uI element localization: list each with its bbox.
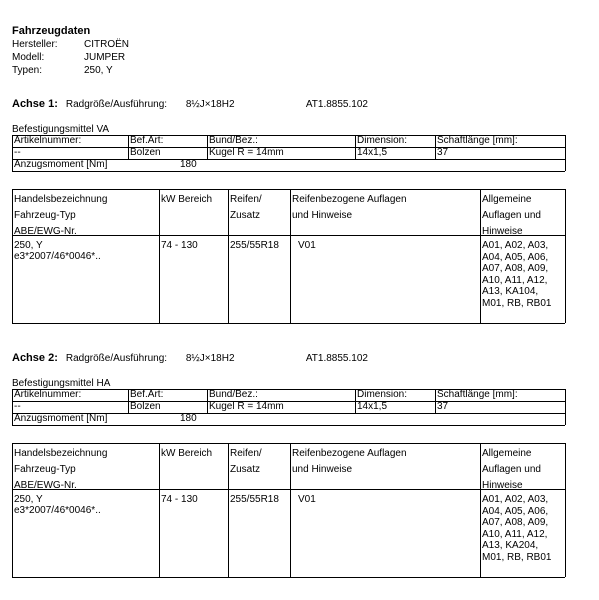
usage-table-hline: [12, 443, 565, 444]
fastening-label: Befestigungsmittel VA: [12, 124, 110, 135]
usage-value-cell: V01: [298, 494, 316, 505]
fastening-table-vline: [435, 135, 436, 159]
axle-label: Achse 1:: [12, 98, 58, 110]
torque-row-vline: [565, 159, 566, 171]
fastening-table-hline: [12, 171, 565, 172]
fastening-header-cell: Schaftlänge [mm]:: [437, 389, 518, 400]
usage-table-vline: [159, 443, 160, 577]
usage-table-vline: [565, 443, 566, 577]
fastening-table-vline: [435, 389, 436, 413]
fastening-table-vline: [565, 389, 566, 413]
wheel-size-value: 8½J×18H2: [185, 353, 235, 364]
fastening-value-cell: --: [14, 147, 21, 158]
usage-value-cell: 74 - 130: [161, 240, 198, 251]
manufacturer-value: CITROËN: [84, 39, 129, 50]
wheel-size-label: Radgröße/Ausführung:: [65, 99, 168, 110]
usage-table-vline: [290, 189, 291, 323]
torque-value: 180: [180, 159, 197, 170]
torque-row-vline: [12, 159, 13, 171]
torque-label: Anzugsmoment [Nm]: [14, 413, 108, 424]
usage-table-vline: [480, 443, 481, 577]
model-row: [12, 52, 125, 63]
usage-header-cell: Reifenbezogene Auflagen und Hinweise: [292, 194, 407, 221]
fastening-table-vline: [565, 135, 566, 159]
usage-table-vline: [565, 189, 566, 323]
wheel-size-value: 8½J×18H2: [185, 99, 235, 110]
usage-table-vline: [159, 189, 160, 323]
usage-header-cell: Handelsbezeichnung Fahrzeug-Typ ABE/EWG-Nr.: [14, 194, 108, 237]
fastening-header-cell: Schaftlänge [mm]:: [437, 135, 518, 146]
fastening-header-cell: Dimension:: [357, 135, 408, 146]
fastening-value-cell: 14x1,5: [357, 147, 388, 158]
fastening-header-cell: Artikelnummer:: [14, 389, 82, 400]
fastening-header-cell: Bef.Art:: [130, 135, 164, 146]
types-key: Typen:: [12, 65, 43, 76]
fastening-value-cell: 37: [437, 401, 449, 412]
approval-code: AT1.8855.102: [305, 353, 368, 364]
fastening-value-cell: --: [14, 401, 21, 412]
fastening-table-vline: [128, 389, 129, 413]
fastening-table-vline: [12, 389, 13, 413]
types-row: [12, 65, 113, 76]
fastening-label: Befestigungsmittel HA: [12, 378, 111, 389]
fastening-table-hline: [12, 147, 565, 148]
fastening-table-vline: [12, 135, 13, 159]
fastening-table-vline: [355, 389, 356, 413]
axle-label: Achse 2:: [12, 352, 58, 364]
model-value: JUMPER: [84, 52, 126, 63]
usage-header-cell: Reifen/ Zusatz: [230, 448, 262, 475]
axle-header: [12, 352, 368, 364]
usage-table-vline: [290, 443, 291, 577]
usage-value-cell: 255/55R18: [230, 240, 279, 251]
usage-header-cell: Allgemeine Auflagen und Hinweise: [482, 448, 541, 491]
usage-table-vline: [12, 189, 13, 323]
fastening-header-cell: Bund/Bez.:: [209, 389, 258, 400]
torque-row-vline: [565, 413, 566, 425]
fastening-header-cell: Dimension:: [357, 389, 408, 400]
usage-value-cell: 74 - 130: [161, 494, 198, 505]
fastening-table-hline: [12, 401, 565, 402]
usage-value-cell: A01, A02, A03, A04, A05, A06, A07, A08, A09, A10, A11, A12, A13, KA104, M01, RB, RB01: [482, 240, 552, 309]
fastening-value-cell: Bolzen: [130, 401, 161, 412]
fastening-header-cell: Artikelnummer:: [14, 135, 82, 146]
usage-header-cell: Allgemeine Auflagen und Hinweise: [482, 194, 541, 237]
usage-value-cell: A01, A02, A03, A04, A05, A06, A07, A08, A09, A10, A11, A12, A13, KA204, M01, RB, RB01: [482, 494, 552, 563]
manufacturer-row: [12, 39, 129, 50]
usage-value-cell: 255/55R18: [230, 494, 279, 505]
model-key: Modell:: [12, 52, 45, 63]
torque-label: Anzugsmoment [Nm]: [14, 159, 108, 170]
fastening-header-cell: Bef.Art:: [130, 389, 164, 400]
wheel-size-label: Radgröße/Ausführung:: [65, 353, 168, 364]
fastening-value-cell: 37: [437, 147, 449, 158]
usage-header-cell: kW Bereich: [161, 194, 213, 205]
usage-header-cell: Reifen/ Zusatz: [230, 194, 262, 221]
fastening-table-hline: [12, 425, 565, 426]
torque-row-vline: [12, 413, 13, 425]
vehicle-data-title: Fahrzeugdaten: [12, 25, 91, 37]
manufacturer-key: Hersteller:: [12, 39, 58, 50]
usage-value-cell: 250, Y e3*2007/46*0046*..: [14, 494, 101, 516]
fastening-table-vline: [207, 389, 208, 413]
fastening-value-cell: Kugel R = 14mm: [209, 147, 284, 158]
usage-table-vline: [12, 443, 13, 577]
fastening-value-cell: Bolzen: [130, 147, 161, 158]
types-value: 250, Y: [84, 65, 113, 76]
usage-header-cell: Handelsbezeichnung Fahrzeug-Typ ABE/EWG-Nr.: [14, 448, 108, 491]
usage-table-vline: [228, 189, 229, 323]
usage-table-vline: [228, 443, 229, 577]
usage-table-hline: [12, 577, 565, 578]
fastening-table-vline: [207, 135, 208, 159]
fastening-value-cell: 14x1,5: [357, 401, 388, 412]
fastening-header-cell: Bund/Bez.:: [209, 135, 258, 146]
fastening-value-cell: Kugel R = 14mm: [209, 401, 284, 412]
approval-code: AT1.8855.102: [305, 99, 368, 110]
axle-header: [12, 98, 368, 110]
fastening-table-vline: [128, 135, 129, 159]
usage-table-hline: [12, 323, 565, 324]
fastening-table-vline: [355, 135, 356, 159]
usage-value-cell: V01: [298, 240, 316, 251]
torque-value: 180: [180, 413, 197, 424]
usage-header-cell: Reifenbezogene Auflagen und Hinweise: [292, 448, 407, 475]
usage-table-hline: [12, 189, 565, 190]
usage-table-vline: [480, 189, 481, 323]
usage-header-cell: kW Bereich: [161, 448, 213, 459]
usage-value-cell: 250, Y e3*2007/46*0046*..: [14, 240, 101, 262]
